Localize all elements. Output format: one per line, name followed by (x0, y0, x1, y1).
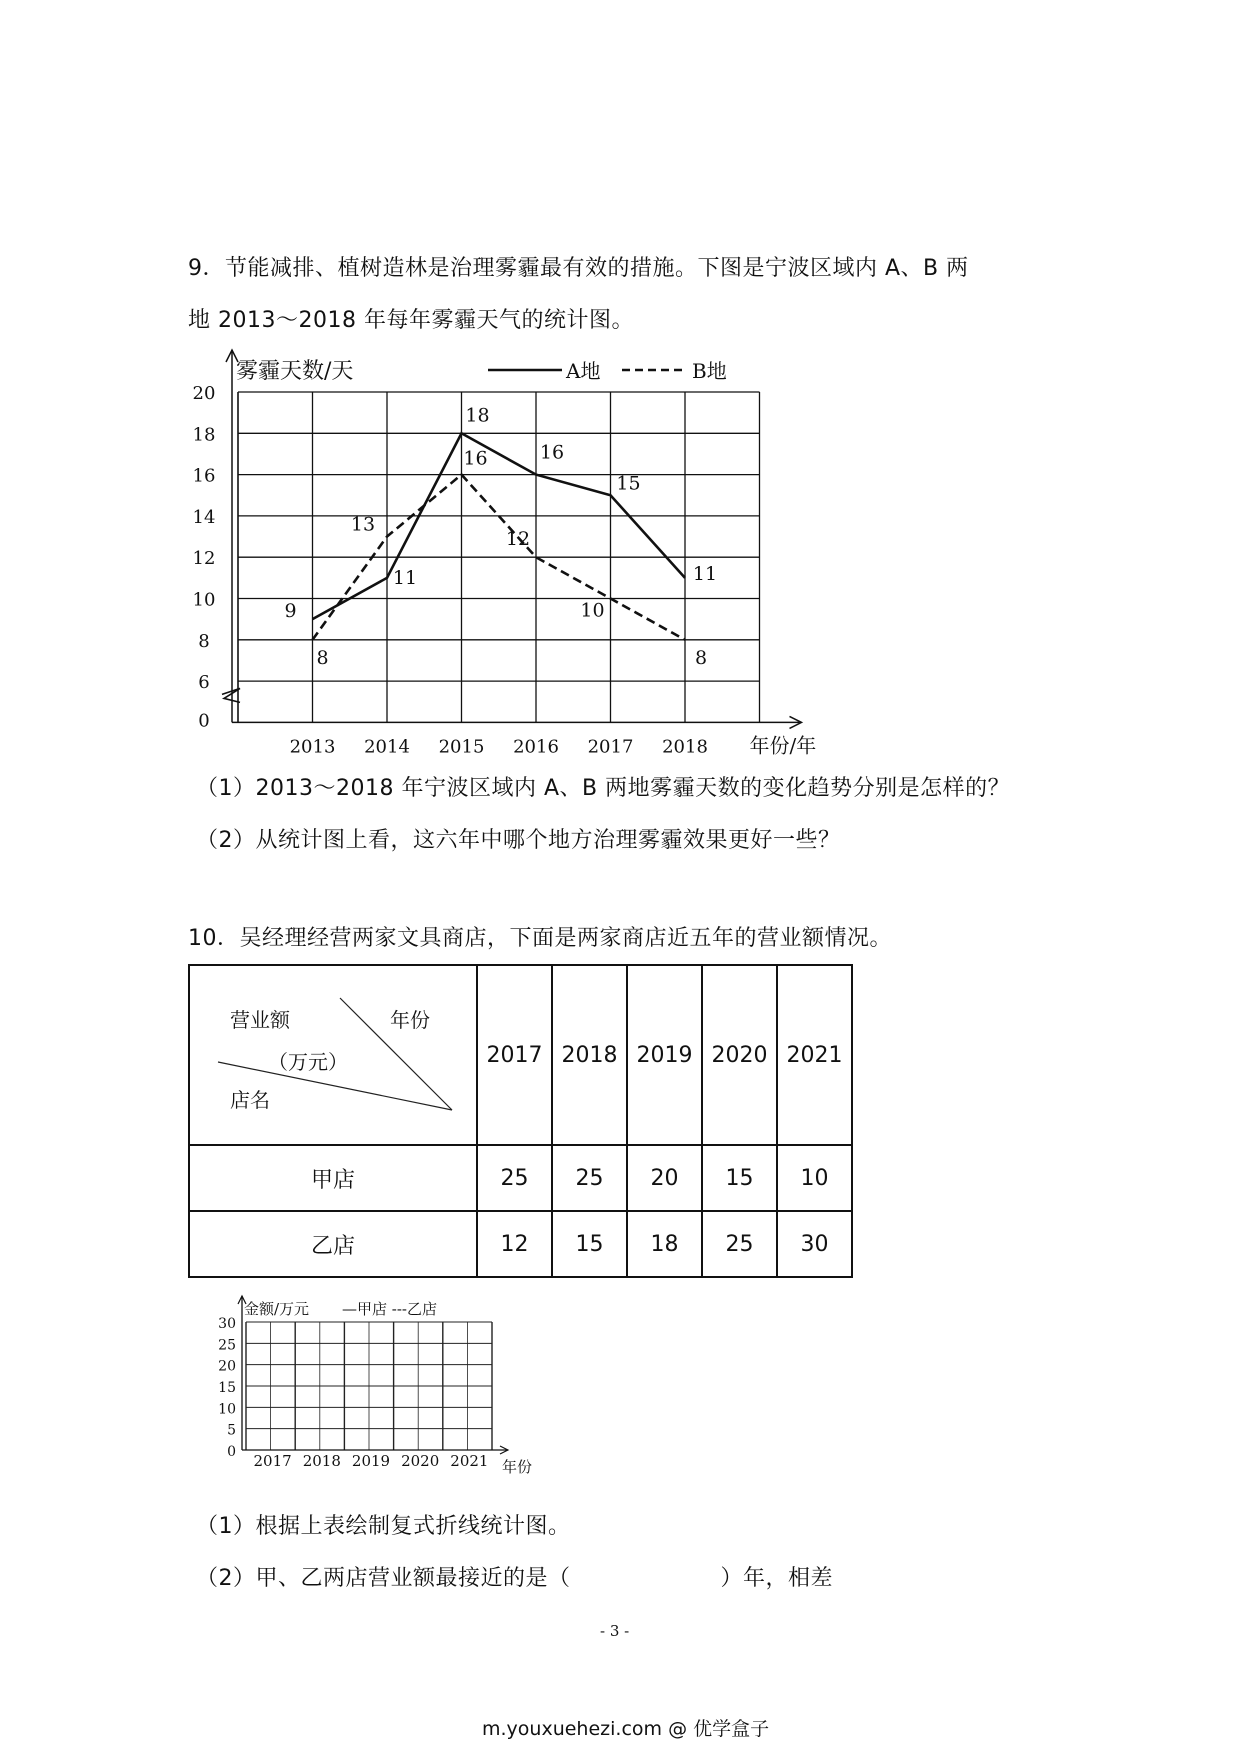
y-tick-label: 6 (198, 672, 210, 694)
q10-stem: 10．吴经理经营两家文具商店，下面是两家商店近五年的营业额情况。 (188, 926, 892, 951)
q9-stem-line2: 地 2013～2018 年每年雾霾天气的统计图。 (188, 308, 634, 333)
sales-table (188, 964, 853, 1278)
data-label-a: 9 (284, 600, 297, 623)
data-label-a: 18 (465, 404, 490, 427)
table-diagonal-header (189, 965, 477, 1145)
data-label-b: 8 (316, 646, 329, 669)
x-tick-label: 2018 (302, 1452, 341, 1470)
legend-text: —甲店 ---乙店 (342, 1300, 437, 1318)
x-tick-label: 2013 (289, 736, 336, 758)
y-axis-title: 雾霾天数/天 (236, 359, 354, 384)
table-cell: 25 (702, 1211, 777, 1277)
y-tick-label: 15 (218, 1380, 236, 1396)
data-label-b: 16 (463, 447, 488, 470)
y-tick-label: 10 (218, 1401, 236, 1418)
q10-sub-question-2 (196, 1562, 833, 1596)
store-name: 乙店 (189, 1211, 477, 1277)
q10-sub2-suffix: ）年，相差 (720, 1566, 834, 1591)
data-label-a: 16 (539, 441, 565, 464)
table-cell: 18 (627, 1211, 702, 1277)
x-tick-label: 2020 (401, 1452, 440, 1470)
q9-sub-question-1: （1）2013～2018 年宁波区域内 A、B 两地雾霾天数的变化趋势分别是怎样的？ (196, 776, 1011, 801)
x-axis-title: 年份 (502, 1458, 533, 1476)
header-store-label: 店名 (230, 1088, 270, 1112)
legend-label-a: A地 (566, 359, 601, 383)
legend-label-b: B地 (692, 359, 727, 383)
smog-days-line-chart (190, 338, 830, 758)
table-cell: 15 (552, 1211, 627, 1277)
y-tick-label: 5 (227, 1422, 236, 1439)
header-year-label: 年份 (390, 1008, 430, 1032)
y-tick-label: 20 (192, 383, 216, 404)
data-label-b: 12 (505, 528, 531, 551)
table-cell: 15 (702, 1145, 777, 1211)
footer-watermark: m.youxuehezi.com @ 优学盒子 (482, 1718, 770, 1740)
x-tick-label: 2019 (351, 1452, 391, 1470)
q10-sub2-prefix: （2）甲、乙两店营业额最接近的是（ (196, 1566, 571, 1591)
year-header: 2020 (702, 965, 777, 1145)
q10-sub-question-1: （1）根据上表绘制复式折线统计图。 (196, 1514, 571, 1539)
data-label-b: 8 (694, 646, 708, 669)
table-row (189, 1211, 852, 1277)
y-tick-label: 16 (192, 465, 216, 487)
y-tick-label: 25 (218, 1337, 236, 1354)
header-revenue-label: 营业额 (230, 1008, 290, 1032)
y-tick-label: 20 (218, 1358, 236, 1375)
table-cell: 20 (627, 1145, 702, 1211)
x-tick-label: 2017 (587, 736, 634, 758)
year-header: 2019 (627, 965, 702, 1145)
header-unit-label: （万元） (268, 1050, 348, 1074)
table-cell: 10 (777, 1145, 852, 1211)
x-tick-label: 2017 (253, 1452, 292, 1470)
x-tick-label: 2021 (450, 1452, 489, 1470)
y-tick-label: 0 (227, 1444, 236, 1460)
table-cell: 25 (477, 1145, 552, 1211)
x-tick-label: 2018 (662, 736, 708, 758)
x-tick-label: 2014 (364, 736, 410, 758)
store-name: 甲店 (189, 1145, 477, 1211)
table-cell: 25 (552, 1145, 627, 1211)
table-row (189, 1145, 852, 1211)
x-axis-title: 年份/年 (749, 733, 817, 758)
data-label-b: 10 (580, 599, 605, 622)
year-header: 2017 (477, 965, 552, 1145)
x-tick-label: 2015 (438, 736, 485, 758)
y-tick-label: 30 (218, 1316, 236, 1332)
page-number: - 3 - (600, 1622, 630, 1640)
q9-sub-question-2: （2）从统计图上看，这六年中哪个地方治理雾霾效果更好一些？ (196, 828, 841, 853)
q9-stem-line1: 9．节能减排、植树造林是治理雾霾最有效的措施。下图是宁波区域内 A、B 两 (188, 256, 969, 281)
y-tick-label: 18 (192, 424, 216, 446)
data-label-a: 11 (392, 566, 418, 589)
table-cell: 30 (777, 1211, 852, 1277)
data-label-a: 15 (616, 472, 641, 495)
y-tick-label: 10 (192, 589, 216, 611)
data-label-a: 11 (692, 562, 718, 585)
year-header: 2018 (552, 965, 627, 1145)
x-tick-label: 2016 (513, 736, 559, 758)
y-axis-title: 金额/万元 (244, 1300, 310, 1318)
y-tick-label: 8 (198, 630, 210, 652)
y-tick-label: 0 (198, 710, 210, 732)
table-cell: 12 (477, 1211, 552, 1277)
data-label-b: 13 (350, 513, 376, 536)
y-tick-label: 12 (192, 548, 216, 570)
blank-revenue-line-chart (210, 1290, 550, 1480)
year-header: 2021 (777, 965, 852, 1145)
y-tick-label: 14 (192, 506, 216, 528)
